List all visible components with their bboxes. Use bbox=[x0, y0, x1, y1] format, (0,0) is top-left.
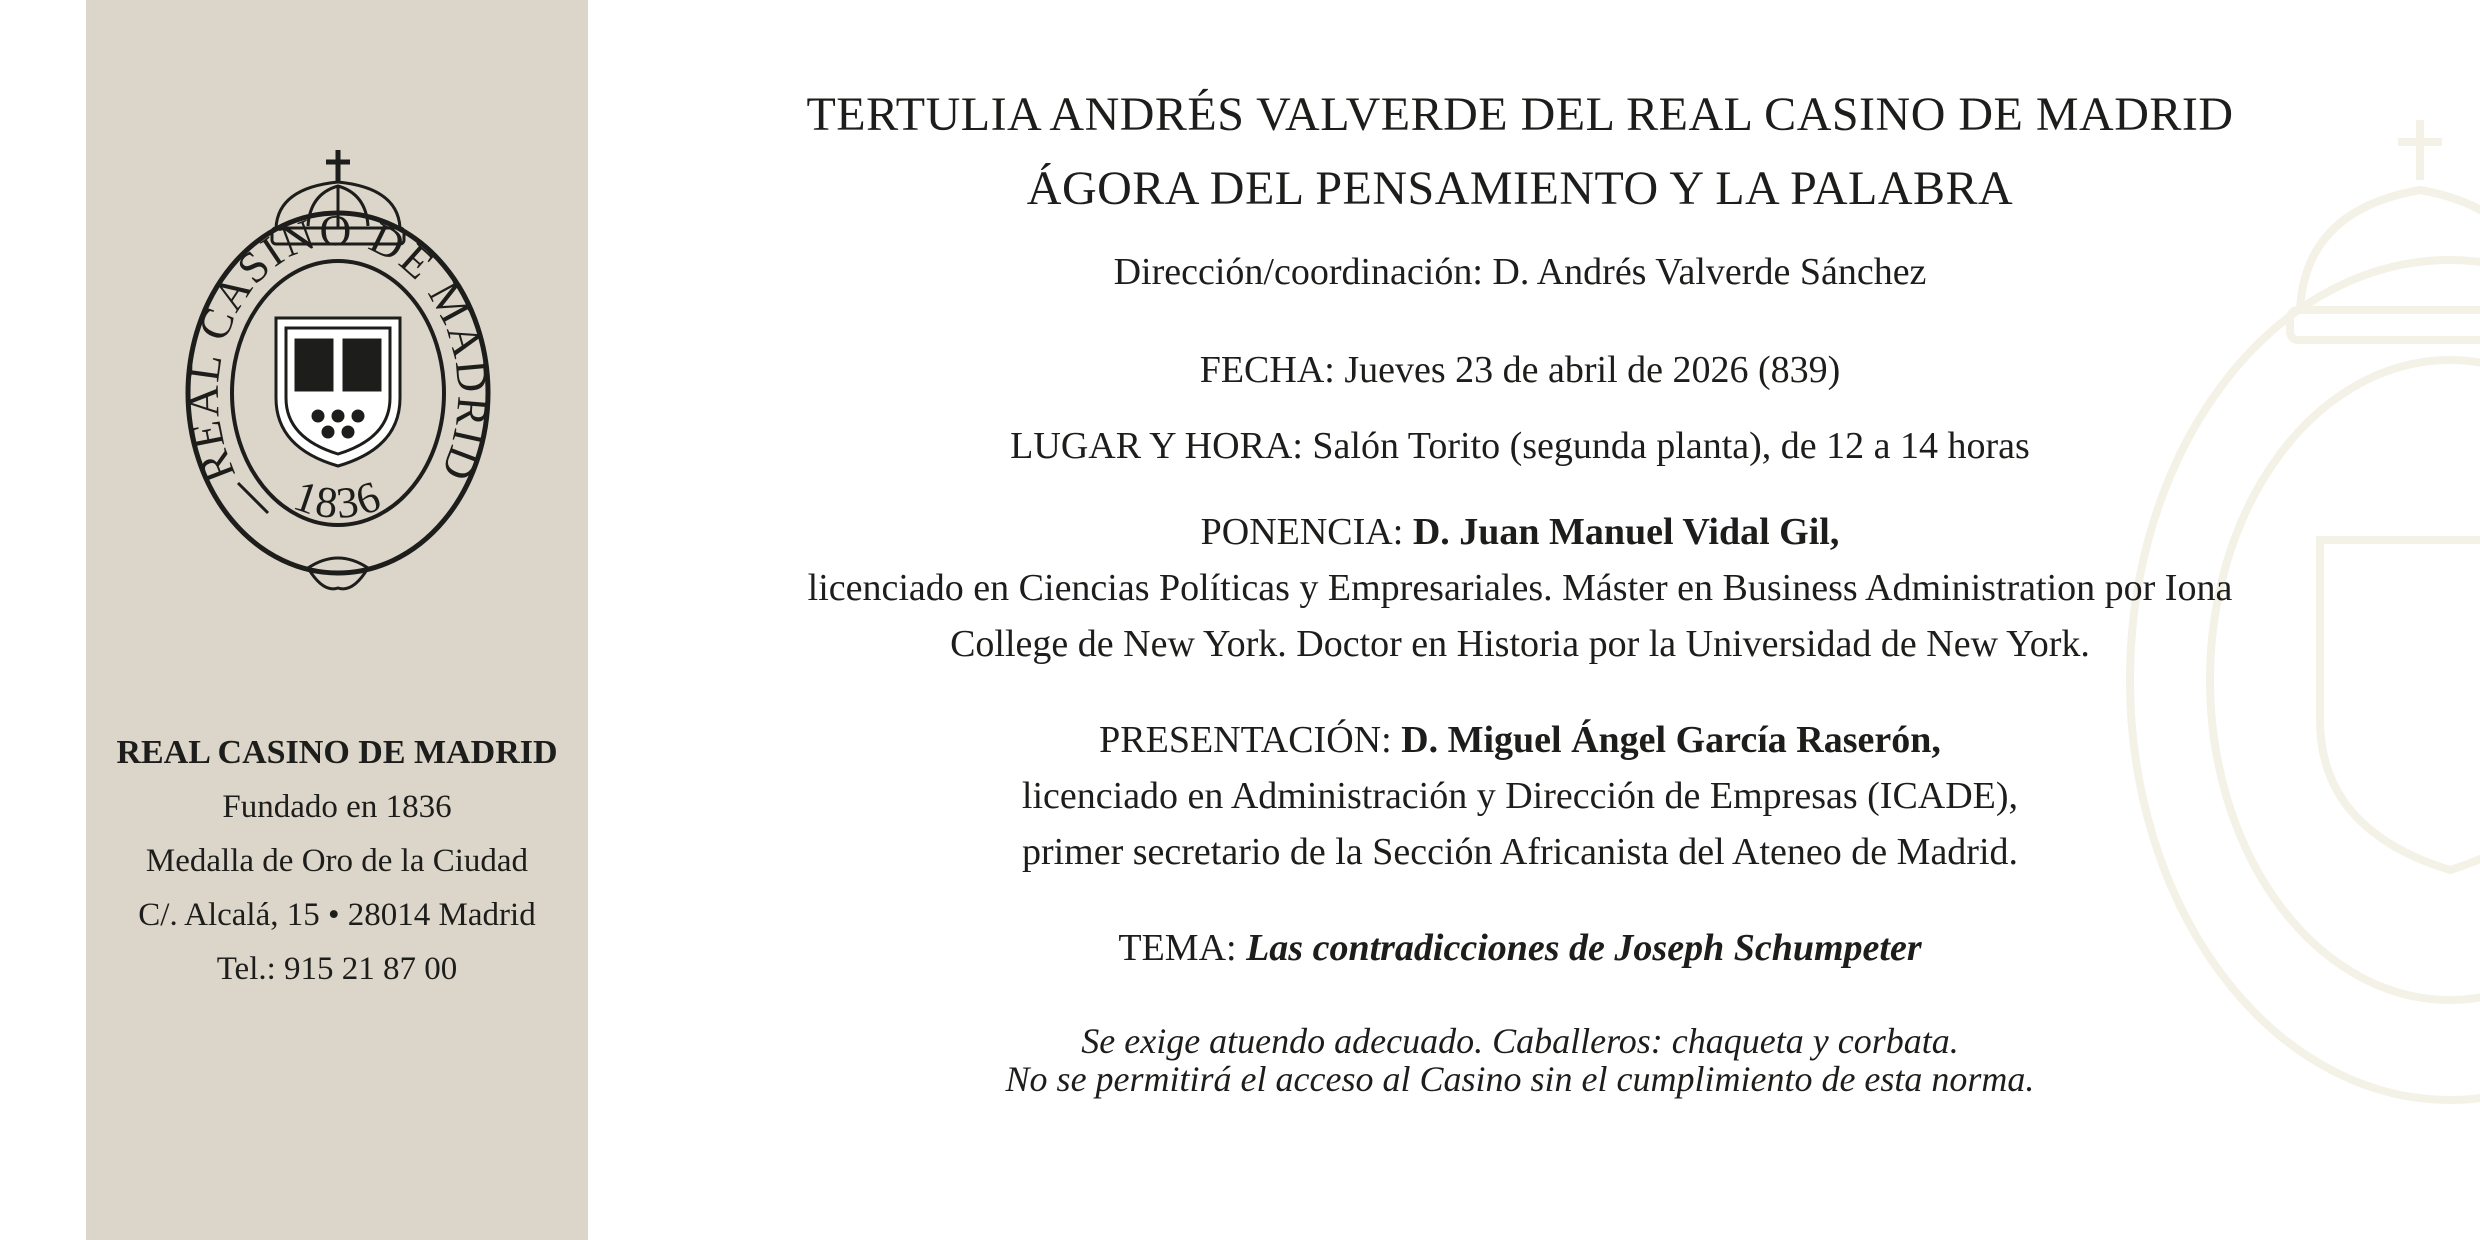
presenter-bio-line1: licenciado en Administración y Dirección de Empresas (ICADE), bbox=[1021, 775, 2019, 817]
casino-seal-logo bbox=[168, 148, 508, 598]
date-text: FECHA: Jueves 23 de abril de 2026 (839) bbox=[1199, 349, 1841, 391]
speaker-name: D. Juan Manuel Vidal Gil, bbox=[1412, 511, 1840, 553]
place-time-text: LUGAR Y HORA: Salón Torito (segunda planta), de 12 a 14 horas bbox=[1010, 425, 2030, 467]
seal-year-text: 1836 bbox=[287, 470, 389, 529]
phone-text: Tel.: 915 21 87 00 bbox=[216, 951, 458, 987]
address-text: C/. Alcalá, 15 • 28014 Madrid bbox=[138, 897, 536, 933]
tema-line bbox=[640, 920, 2400, 976]
event-title: TERTULIA ANDRÉS VALVERDE DEL REAL CASINO DE MADRID bbox=[806, 88, 2234, 141]
sidebar-panel bbox=[86, 0, 588, 1240]
shield-icon bbox=[276, 318, 400, 466]
cross-icon bbox=[326, 150, 350, 182]
tema-label: TEMA: bbox=[1118, 927, 1237, 969]
invitation-content bbox=[640, 78, 2400, 1098]
access-notice: No se permitirá el acceso al Casino sin el cumplimiento de esta norma. bbox=[1005, 1059, 2035, 1099]
event-subtitle: ÁGORA DEL PENSAMIENTO Y LA PALABRA bbox=[1026, 162, 2014, 215]
contact-block bbox=[86, 726, 588, 996]
presentacion-heading bbox=[640, 712, 2400, 768]
seal-ring-text: REAL CASINO DE MADRID bbox=[178, 205, 498, 489]
ponencia-label: PONENCIA: bbox=[1200, 511, 1404, 553]
tema-title: Las contradicciones de Joseph Schumpeter bbox=[1246, 927, 1922, 969]
founded-text: Fundado en 1836 bbox=[222, 789, 452, 825]
presenter-name: D. Miguel Ángel García Raserón, bbox=[1401, 719, 1941, 761]
dress-code-notice: Se exige atuendo adecuado. Caballeros: chaqueta y corbata. bbox=[1081, 1021, 1959, 1061]
direction-text: Dirección/coordinación: D. Andrés Valverde Sánchez bbox=[1113, 251, 1927, 293]
medal-text: Medalla de Oro de la Ciudad bbox=[145, 843, 529, 879]
org-name: REAL CASINO DE MADRID bbox=[116, 734, 558, 771]
presentacion-label: PRESENTACIÓN: bbox=[1099, 719, 1392, 761]
presenter-bio-line2: primer secretario de la Sección Africanista del Ateneo de Madrid. bbox=[1021, 831, 2019, 873]
ponencia-heading bbox=[640, 504, 2400, 560]
speaker-bio-line1: licenciado en Ciencias Políticas y Empresariales. Máster en Business Administration por Iona bbox=[807, 567, 2233, 609]
speaker-bio-line2: College de New York. Doctor en Historia por la Universidad de New York. bbox=[950, 623, 2090, 665]
